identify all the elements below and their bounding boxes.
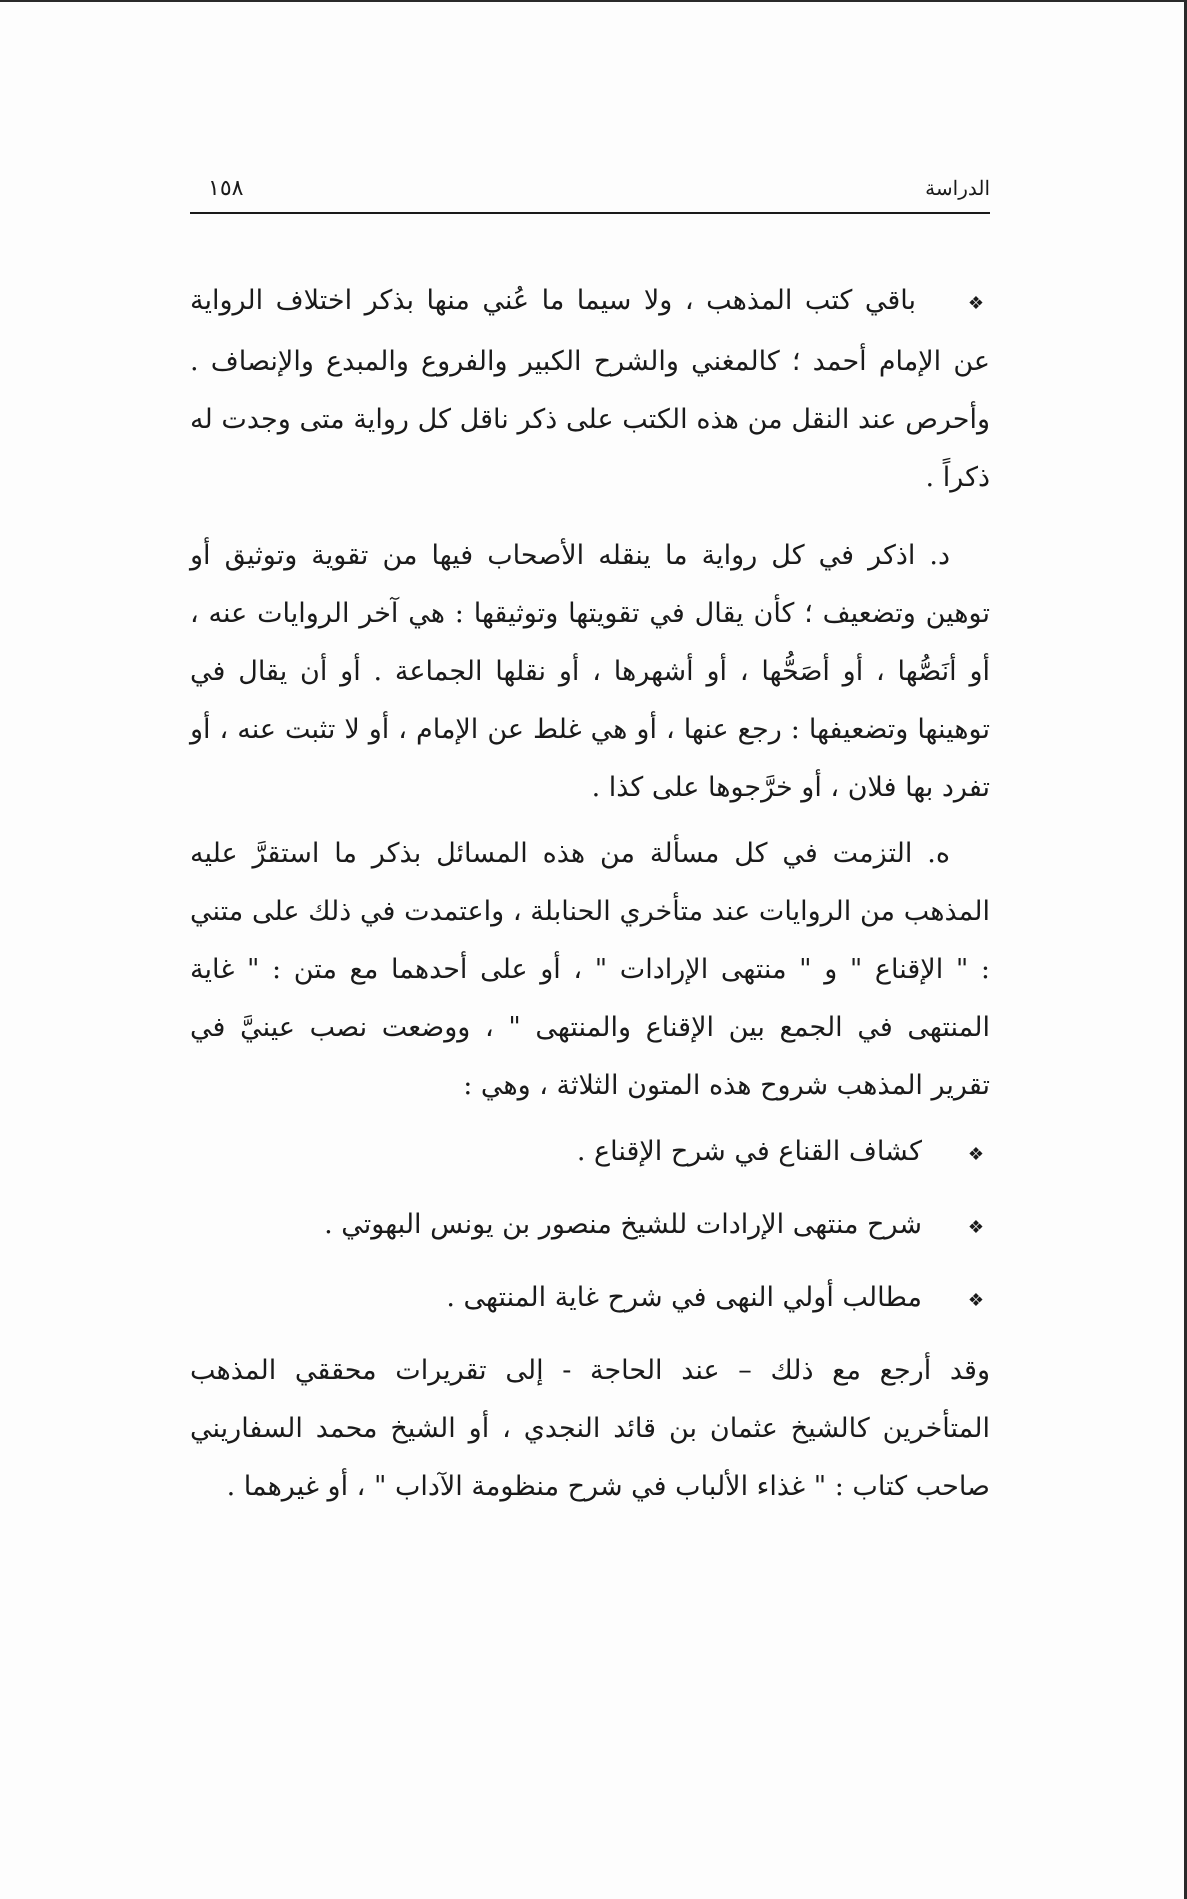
running-title: الدراسة	[925, 176, 990, 200]
bullet-icon: ❖	[967, 1290, 985, 1311]
page-top-edge	[0, 0, 1187, 2]
list-item	[190, 1196, 990, 1257]
bullet-icon: ❖	[967, 293, 985, 314]
list-item-text: كشاف القناع في شرح الإقناع .	[576, 1136, 922, 1167]
sources-list	[190, 1123, 990, 1330]
list-item-text: شرح منتهى الإرادات للشيخ منصور بن يونس البهوتي .	[324, 1209, 922, 1240]
list-item	[190, 1269, 990, 1330]
page-number: ١٥٨	[208, 176, 244, 201]
paragraph-text: باقي كتب المذهب ، ولا سيما ما عُني منها بذكر اختلاف الرواية عن الإمام أحمد ؛ كالمغني والشرح الكبير والفروع والمبدع والإنصاف . وأحرص عند النقل من هذه الكتب على ذكر ناقل كل رواية متى وجدت له ذكراً .	[190, 285, 990, 493]
paragraph-h: ه. التزمت في كل مسألة من هذه المسائل بذكر ما استقرَّ عليه المذهب من الروايات عند متأخري الحنابلة ، واعتمدت في ذلك على متني : " الإقناع " و " منتهى الإرادات " ، أو على أحدهما مع متن : " غاية المنتهى في الجمع بين الإقناع والمنتهى " ، ووضعت نصب عينيَّ في تقرير المذهب شروح هذه المتون الثلاثة ، وهي :	[190, 838, 990, 1101]
bullet-icon: ❖	[967, 1217, 985, 1238]
bullet-icon: ❖	[967, 1144, 985, 1165]
header-rule	[190, 212, 990, 214]
body-text	[190, 272, 990, 1524]
list-item	[190, 1123, 990, 1184]
paragraph-d: د. اذكر في كل رواية ما ينقله الأصحاب فيها من تقوية وتوثيق أو توهين وتضعيف ؛ كأن يقال في تقويتها وتوثيقها : هي آخر الروايات عنه ، أو أنَصُّها ، أو أصَحُّها ، أو أشهرها ، أو نقلها الجماعة . أو أن يقال في توهينها وتضعيفها : رجع عنها ، أو هي غلط عن الإمام ، أو لا تثبت عنه ، أو تفرد بها فلان ، أو خرَّجوها على كذا .	[190, 540, 990, 803]
page-header	[190, 172, 990, 212]
paragraph-closing: وقد أرجع مع ذلك – عند الحاجة - إلى تقريرات محققي المذهب المتأخرين كالشيخ عثمان بن قائد النجدي ، أو الشيخ محمد السفاريني صاحب كتاب : " غذاء الألباب في شرح منظومة الآداب " ، أو غيرهما .	[190, 1355, 990, 1502]
paragraph-bulleted	[190, 272, 990, 507]
list-item-text: مطالب أولي النهى في شرح غاية المنتهى .	[446, 1282, 922, 1313]
